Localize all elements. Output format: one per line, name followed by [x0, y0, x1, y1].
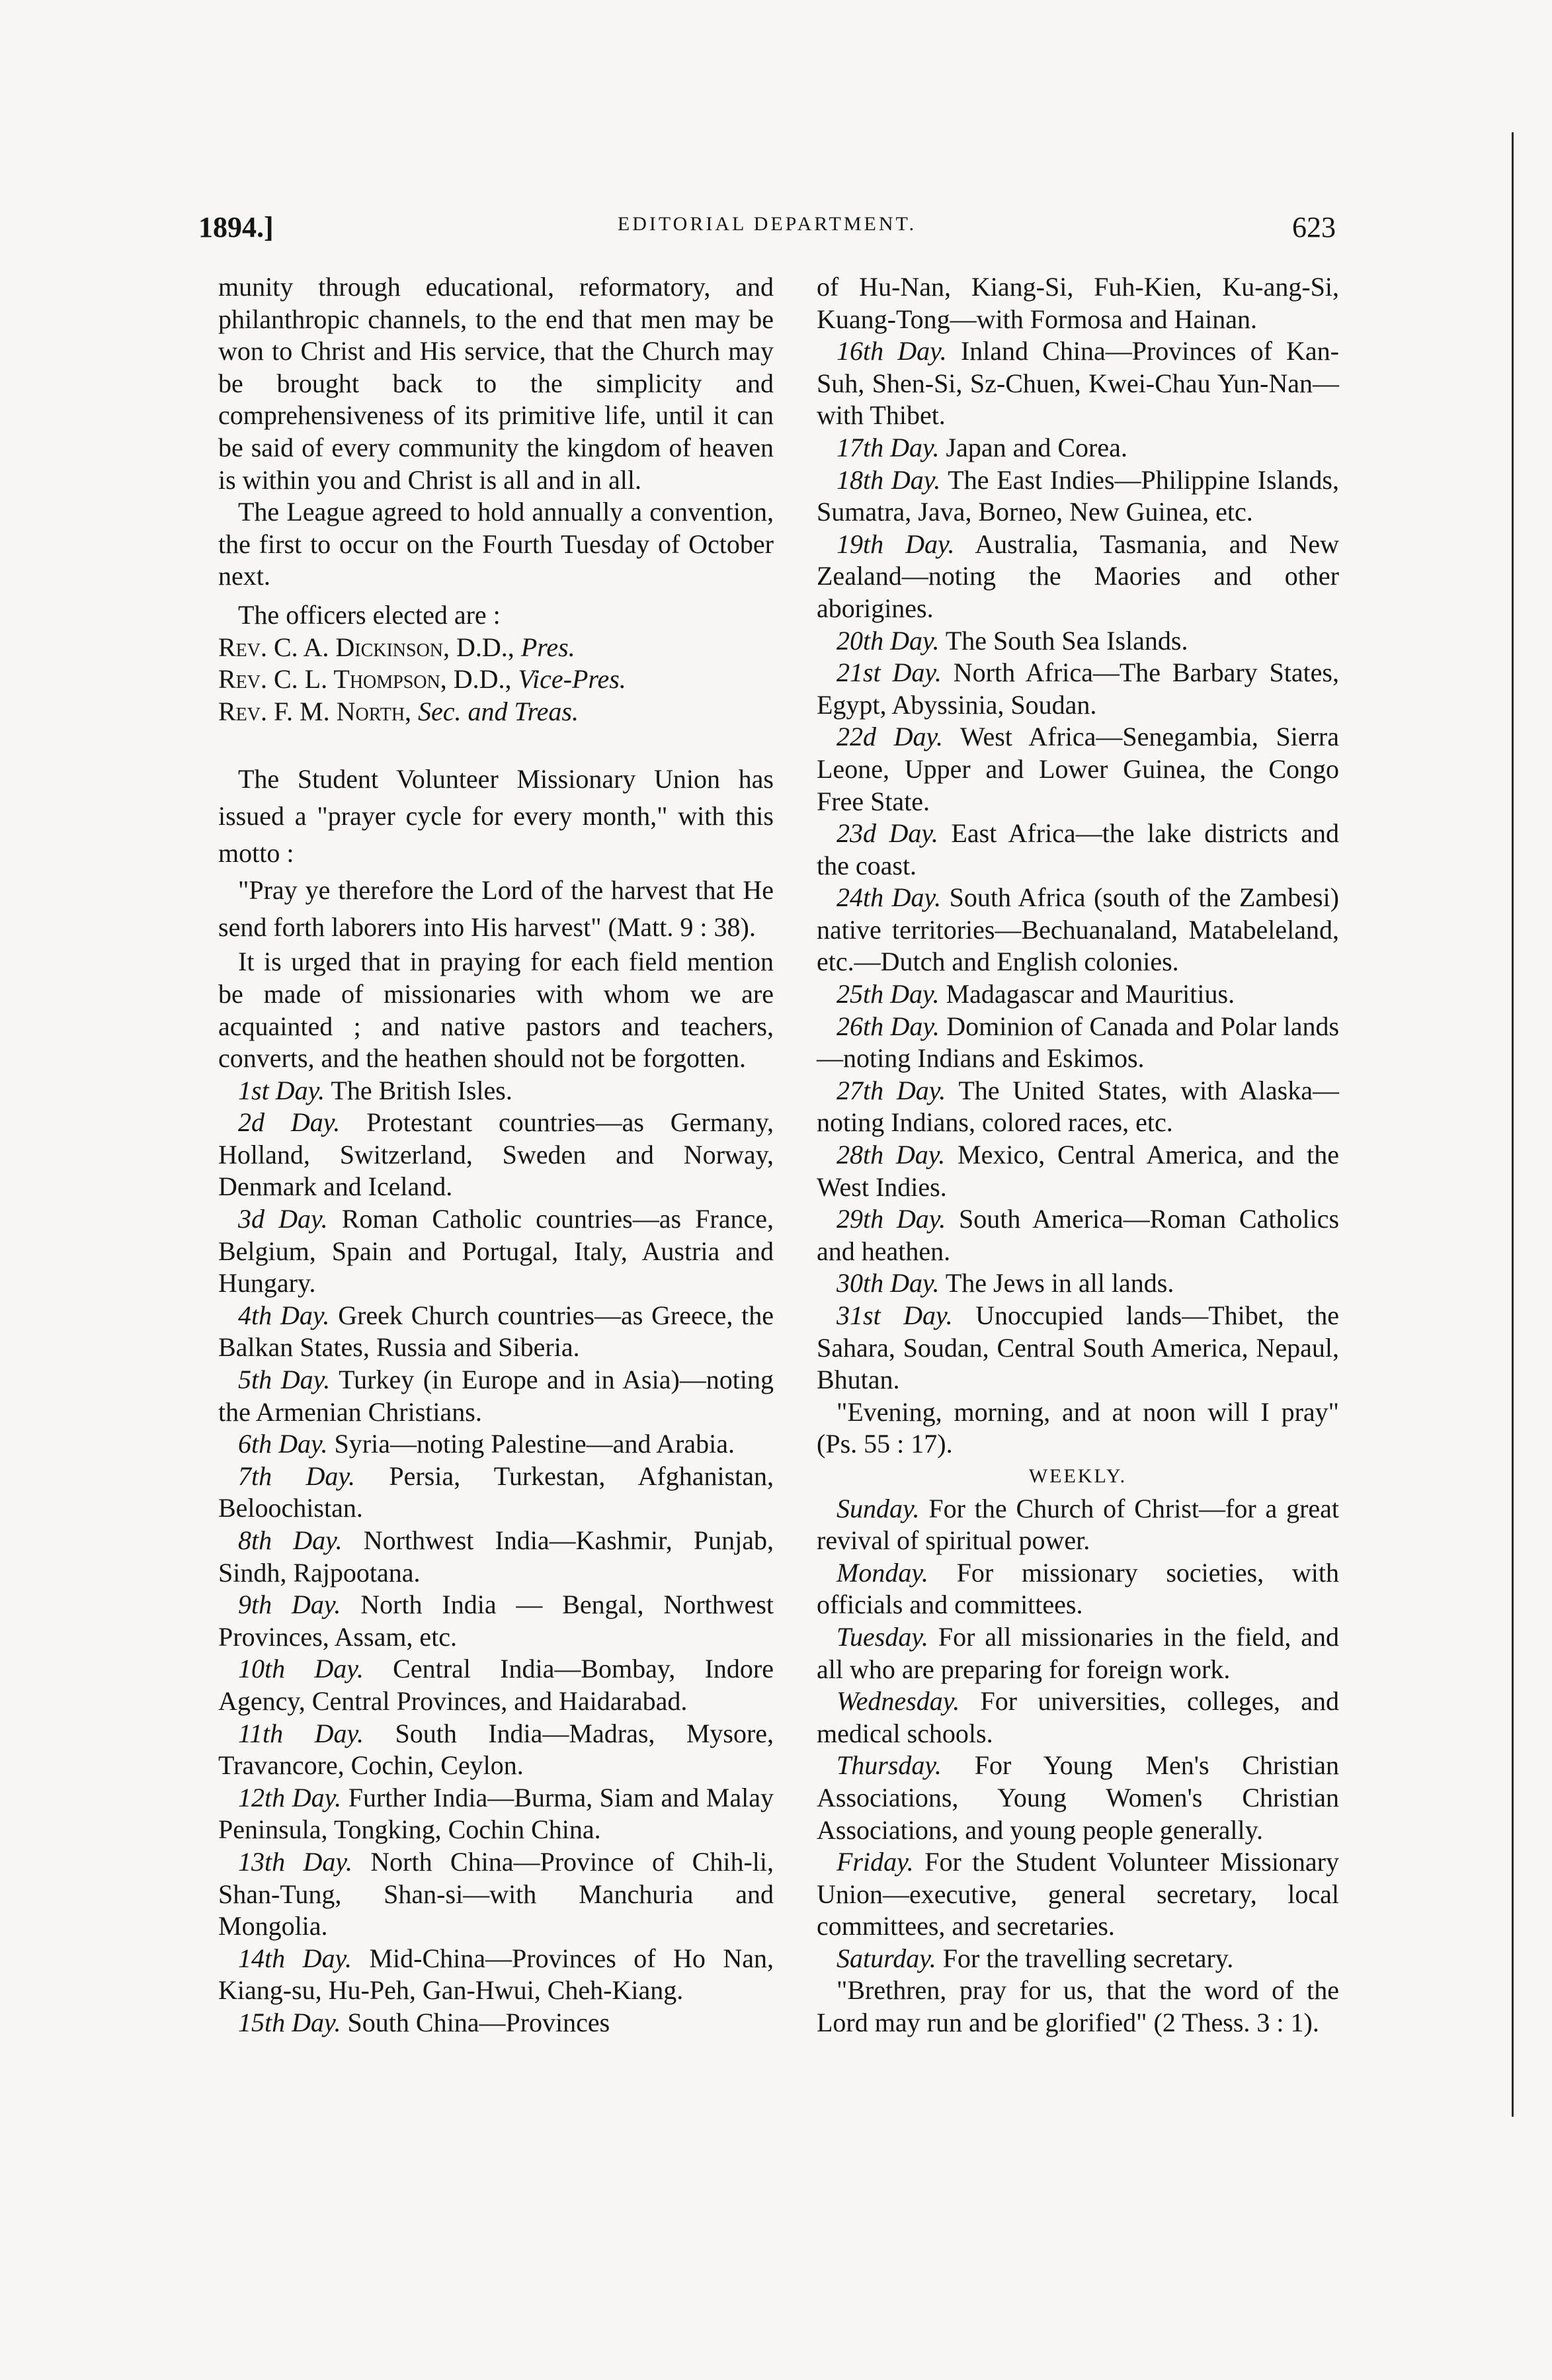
list-item: 15th Day. South China—Provinces	[238, 2007, 610, 2037]
header-year: 1894.]	[198, 211, 274, 243]
list-item: Sunday. For the Church of Christ—for a great revival of spiritual power.	[817, 1493, 1340, 1556]
motto: "Pray ye therefore the Lord of the harvest that He send forth laborers into His harvest" (Matt. 9 : 38).	[218, 875, 774, 943]
list-item: 17th Day. Japan and Corea.	[837, 432, 1127, 462]
list-item: 29th Day. South America—Roman Catholics and heathen.	[817, 1204, 1340, 1266]
right-column	[817, 271, 1339, 2039]
list-item: 2d Day. Protestant countries—as Germany, Holland, Switzerland, Sweden and Norway, Denmark and Iceland.	[218, 1107, 774, 1202]
officer-name: Rev. F. M. North,	[218, 696, 412, 726]
list-item: 12th Day. Further India—Burma, Siam and Malay Peninsula, Tongking, Cochin China.	[218, 1782, 774, 1845]
list-item: 10th Day. Central India—Bombay, Indore Agency, Central Provinces, and Haidarabad.	[218, 1654, 774, 1716]
list-item: 1st Day. The British Isles.	[238, 1075, 512, 1105]
list-item: Friday. For the Student Volunteer Missionary Union—executive, general secretary, local committees, and secretaries.	[817, 1847, 1340, 1941]
list-item: 27th Day. The United States, with Alaska—noting Indians, colored races, etc.	[817, 1075, 1339, 1138]
officer-line	[218, 696, 774, 728]
list-item: 21st Day. North Africa—The Barbary States, Egypt, Abyssinia, Soudan.	[817, 658, 1340, 720]
list-item: Tuesday. For all missionaries in the field, and all who are preparing for foreign work.	[817, 1621, 1340, 1684]
list-item: Thursday. For Young Men's Christian Associations, Young Women's Christian Associations, and young people generally.	[817, 1750, 1340, 1845]
officer-title: Pres.	[520, 632, 575, 662]
list-item: 22d Day. West Africa—Senegambia, Sierra Leone, Upper and Lower Guinea, the Congo Free State.	[817, 722, 1340, 816]
officer-name: Rev. C. A. Dickinson, D.D.,	[218, 632, 514, 662]
paragraph: It is urged that in praying for each field mention be made of missionaries with whom we are acquainted ; and native pastors and teachers, converts, and the heathen should not be forgotten.	[218, 947, 774, 1074]
list-item: 30th Day. The Jews in all lands.	[837, 1268, 1174, 1298]
list-item: 5th Day. Turkey (in Europe and in Asia)—noting the Armenian Christians.	[218, 1365, 774, 1427]
list-item: 6th Day. Syria—noting Palestine—and Arabia.	[238, 1429, 735, 1459]
list-item: 23d Day. East Africa—the lake districts and the coast.	[817, 818, 1340, 880]
quotation: "Brethren, pray for us, that the word of the Lord may run and be glorified" (2 Thess. 3 : 1).	[817, 1975, 1339, 2038]
left-column	[218, 271, 774, 2039]
paragraph: The officers elected are :	[238, 599, 501, 630]
list-item: 8th Day. Northwest India—Kashmir, Punjab, Sindh, Rajpootana.	[218, 1525, 774, 1588]
list-item: 4th Day. Greek Church countries—as Greece, the Balkan States, Russia and Siberia.	[218, 1300, 774, 1363]
list-item: Saturday. For the travelling secretary.	[837, 1943, 1234, 1973]
list-item: 28th Day. Mexico, Central America, and the West Indies.	[817, 1140, 1340, 1202]
paragraph: The League agreed to hold annually a convention, the first to occur on the Fourth Tuesday of October next.	[218, 497, 774, 591]
list-item: 11th Day. South India—Madras, Mysore, Travancore, Cochin, Ceylon.	[218, 1718, 774, 1781]
header-section-title: EDITORIAL DEPARTMENT.	[617, 213, 917, 235]
officer-title: Sec. and Treas.	[418, 696, 579, 726]
paragraph: munity through educational, reformatory, and philanthropic channels, to the end that men may be won to Christ and His service, that the Church may be brought back to the simplicity and comprehensiveness of its primitive life, until it can be said of every community the kingdom of heaven is within you and Christ is all and in all.	[218, 272, 774, 495]
list-item: 9th Day. North India — Bengal, Northwest Provinces, Assam, etc.	[218, 1590, 774, 1652]
list-item: 16th Day. Inland China—Provinces of Kan-Suh, Shen-Si, Sz-Chuen, Kwei-Chau Yun-Nan—with Thibet.	[817, 336, 1340, 431]
list-item: 18th Day. The East Indies—Philippine Islands, Sumatra, Java, Borneo, New Guinea, etc.	[817, 464, 1339, 527]
list-item: 14th Day. Mid-China—Provinces of Ho Nan, Kiang-su, Hu-Peh, Gan-Hwui, Cheh-Kiang.	[218, 1943, 774, 2006]
list-item: 20th Day. The South Sea Islands.	[837, 625, 1188, 656]
officer-name: Rev. C. L. Thompson, D.D.,	[218, 664, 512, 695]
list-item: 24th Day. South Africa (south of the Zambesi) native territories—Bechuanaland, Matabeleland, etc.—Dutch and English colonies.	[817, 882, 1340, 977]
list-item: 25th Day. Madagascar and Mauritius.	[837, 979, 1235, 1009]
officer-line	[218, 663, 774, 696]
list-item: Monday. For missionary societies, with officials and committees.	[817, 1557, 1339, 1620]
margin-rule	[1512, 132, 1514, 2117]
officer-title: Vice-Pres.	[518, 664, 626, 695]
list-item: 3d Day. Roman Catholic countries—as France, Belgium, Spain and Portugal, Italy, Austria and Hungary.	[218, 1204, 774, 1298]
running-header	[198, 210, 1336, 250]
paragraph: The Student Volunteer Missionary Union has issued a "prayer cycle for every month," with this motto :	[218, 764, 774, 869]
officer-line	[218, 632, 774, 664]
list-item: 7th Day. Persia, Turkestan, Afghanistan, Beloochistan.	[218, 1461, 774, 1523]
list-item: 19th Day. Australia, Tasmania, and New Zealand—noting the Maories and other aborigines.	[817, 529, 1340, 623]
list-item: Wednesday. For universities, colleges, and medical schools.	[817, 1686, 1339, 1748]
list-item: 26th Day. Dominion of Canada and Polar lands—noting Indians and Eskimos.	[817, 1011, 1340, 1074]
list-item: 31st Day. Unoccupied lands—Thibet, the Sahara, Soudan, Central South America, Nepaul, Bhutan.	[817, 1300, 1339, 1395]
list-item: 13th Day. North China—Province of Chih-li, Shan-Tung, Shan-si—with Manchuria and Mongolia.	[218, 1846, 774, 1941]
page-number: 623	[1292, 211, 1336, 243]
paragraph: of Hu-Nan, Kiang-Si, Fuh-Kien, Ku-ang-Si, Kuang-Tong—with Formosa and Hainan.	[817, 272, 1339, 334]
section-heading: WEEKLY.	[1028, 1465, 1127, 1487]
quotation: "Evening, morning, and at noon will I pray" (Ps. 55 : 17).	[817, 1396, 1339, 1459]
